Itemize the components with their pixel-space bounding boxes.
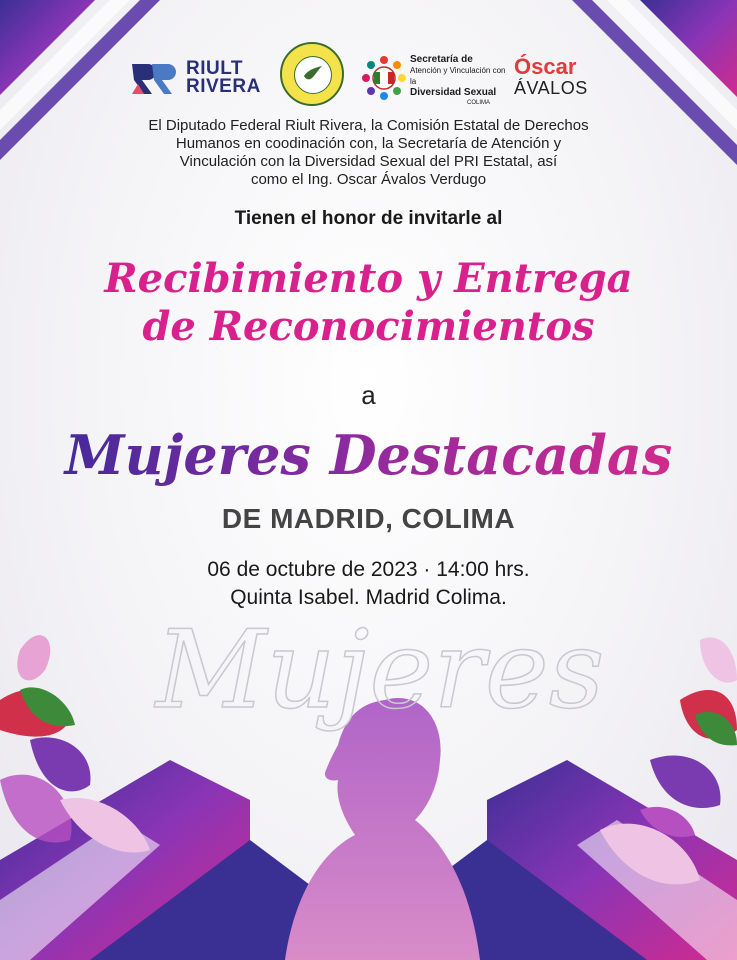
event-title-line-1: Recibimiento y Entrega <box>104 255 633 302</box>
oscar-first-name: Óscar <box>514 54 577 79</box>
riult-rivera-wordmark <box>186 60 261 96</box>
intro-line: Humanos en coodinación con, la Secretaría de Atención y <box>175 135 562 152</box>
logo-bar <box>0 40 737 110</box>
pri-line-1: Secretaría de <box>410 54 473 65</box>
pri-diversity-logo-icon <box>360 54 408 102</box>
place-subtitle: DE MADRID, COLIMA <box>221 503 516 534</box>
connector-word: a <box>361 380 376 410</box>
mujeres-watermark: Mujeres <box>155 608 605 733</box>
pri-line-3: Diversidad Sexual <box>410 87 497 98</box>
oscar-avalos-logo <box>514 56 588 98</box>
pri-line-4: COLIMA <box>466 100 490 106</box>
right-floral-decoration <box>600 637 737 884</box>
pri-line-2: Atención y Vinculación con la <box>410 66 506 86</box>
intro-line: El Diputado Federal Riult Rivera, la Comisión Estatal de Derechos <box>148 117 589 134</box>
event-title <box>60 255 677 351</box>
cedh-seal-logo <box>280 42 344 106</box>
rr-monogram-icon <box>130 62 182 96</box>
oscar-last-name: ÁVALOS <box>514 78 588 98</box>
event-details <box>60 556 677 612</box>
riult-rivera-logo <box>130 60 265 102</box>
intro-line: Vinculación con la Diversidad Sexual del PRI Estatal, así <box>179 153 558 170</box>
rivera-word: RIVERA <box>186 76 261 97</box>
pri-secretaria-text <box>410 54 510 109</box>
event-venue: Quinta Isabel. Madrid Colima. <box>230 586 507 609</box>
intro-line: como el Ing. Oscar Ávalos Verdugo <box>250 171 487 188</box>
honor-heading: Tienen el honor de invitarle al <box>234 208 503 229</box>
honorees-title: Mujeres Destacadas <box>40 420 697 490</box>
dove-icon <box>302 64 324 84</box>
intro-paragraph <box>100 117 637 189</box>
riult-word: RIULT <box>186 58 244 79</box>
event-date-time: 06 de octubre de 2023 · 14:00 hrs. <box>207 558 530 581</box>
woman-silhouette <box>285 698 480 960</box>
left-floral-decoration <box>0 635 150 852</box>
event-title-line-2: de Reconocimientos <box>142 303 595 350</box>
